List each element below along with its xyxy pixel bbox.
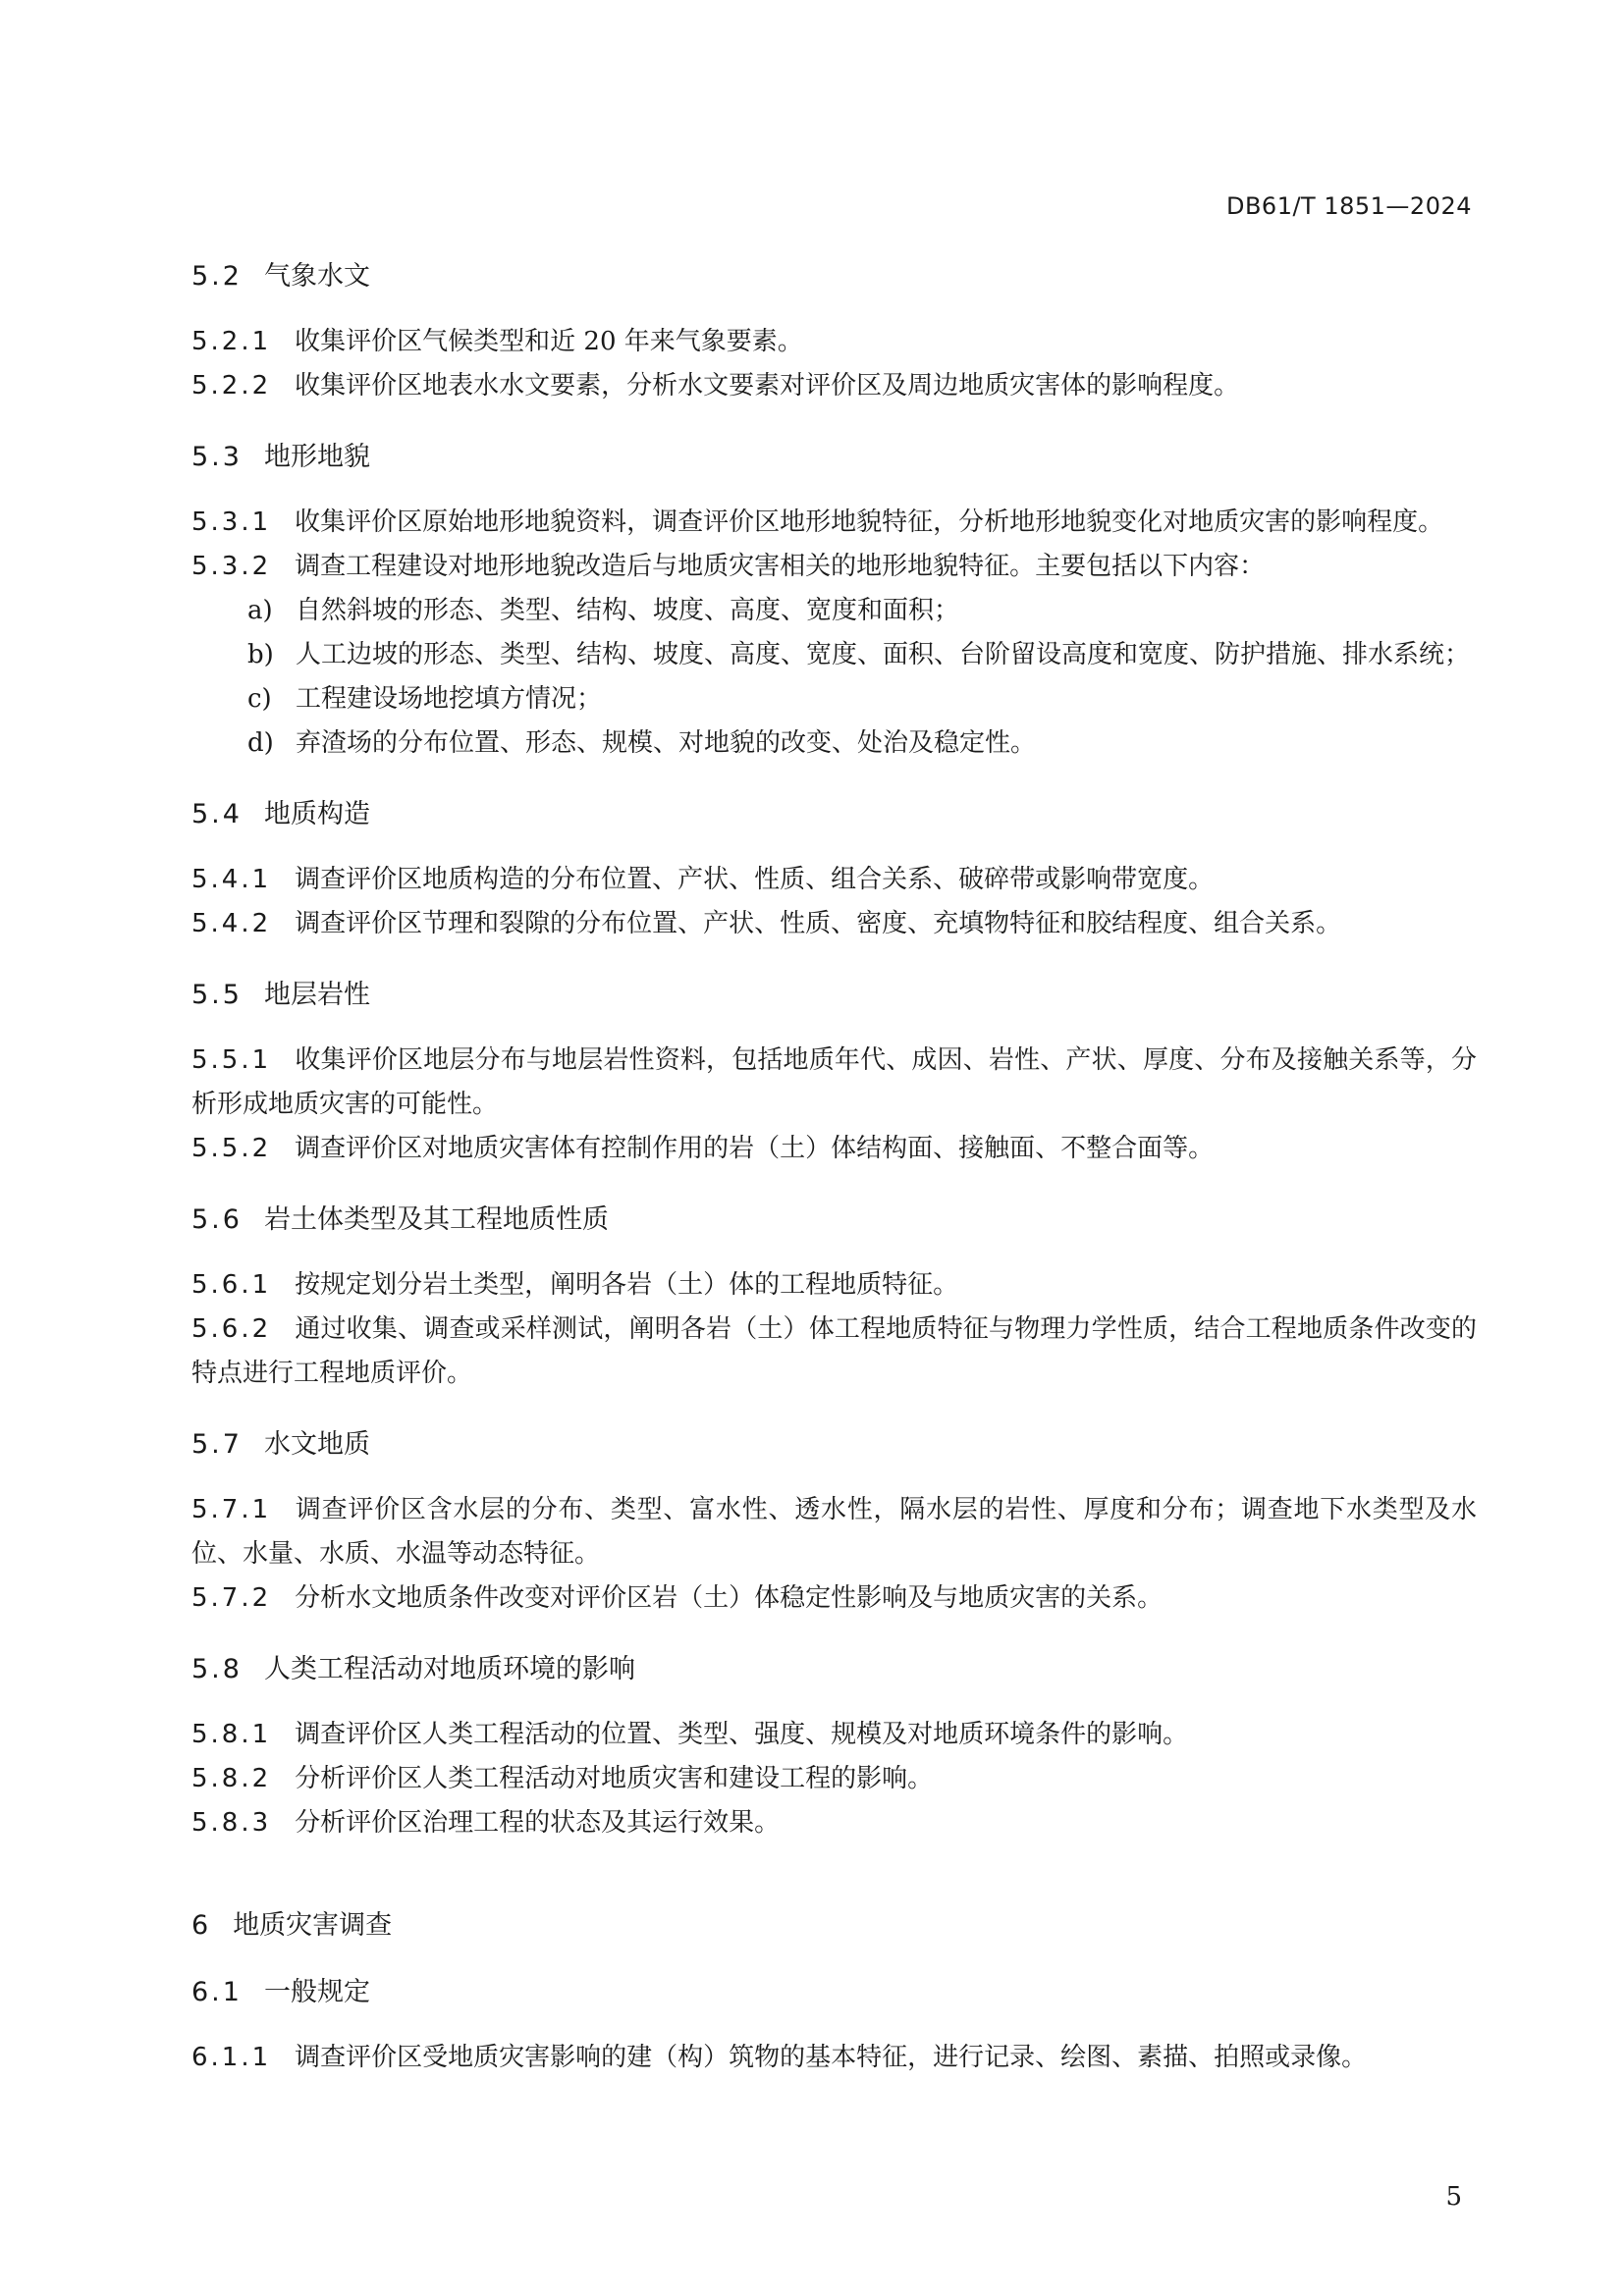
clause-text: 通过收集、调查或采样测试，阐明各岩（土）体工程地质特征与物理力学性质，结合工程地质条件改变的特点进行工程地质评价。 [191,1314,1477,1388]
clause-paragraph [191,858,1477,902]
clause-number: 5.6.2 [191,1314,272,1344]
section-heading [191,1425,1477,1465]
heading-title: 水文地质 [263,1429,370,1460]
clause-number: 5.8.3 [191,1808,272,1838]
page-number: 5 [1445,2182,1462,2212]
clause-text: 收集评价区地层分布与地层岩性资料，包括地质年代、成因、岩性、产状、厚度、分布及接触关系等，分析形成地质灾害的可能性。 [191,1045,1477,1119]
clause-number: 5.8.2 [191,1764,272,1793]
clause-text: 调查评价区受地质灾害影响的建（构）筑物的基本特征，进行记录、绘图、素描、拍照或录像。 [295,2043,1368,2072]
clause-text: 调查评价区节理和裂隙的分布位置、产状、性质、密度、充填物特征和胶结程度、组合关系。 [295,909,1342,938]
clause-number: 5.3.2 [191,552,272,581]
clause-paragraph [191,1039,1477,1127]
heading-number: 6 [191,1910,212,1941]
heading-number: 5.6 [191,1204,243,1235]
list-item-label: c) [247,684,272,714]
heading-title: 地质构造 [263,799,370,829]
clause-text: 调查工程建设对地形地貌改造后与地质灾害相关的地形地貌特征。主要包括以下内容： [295,552,1266,581]
clause-text: 收集评价区原始地形地貌资料，调查评价区地形地貌特征，分析地形地貌变化对地质灾害的影响程度。 [295,507,1444,537]
clause-text: 调查评价区对地质灾害体有控制作用的岩（土）体结构面、接触面、不整合面等。 [295,1134,1215,1163]
list-item-text: 工程建设场地挖填方情况； [296,684,603,714]
clause-text: 调查评价区地质构造的分布位置、产状、性质、组合关系、破碎带或影响带宽度。 [295,865,1215,894]
list-item-label: b) [247,640,274,669]
clause-number: 5.5.2 [191,1134,272,1163]
heading-number: 6.1 [191,1977,243,2007]
list-item-label: a) [247,596,273,625]
clause-number: 5.5.1 [191,1045,272,1075]
heading-number: 5.4 [191,799,243,829]
list-item [209,677,1477,721]
clause-paragraph [191,902,1477,946]
clause-paragraph [191,1263,1477,1308]
section-heading [191,1973,1477,2012]
heading-title: 岩土体类型及其工程地质性质 [263,1204,609,1235]
list-item [209,633,1477,677]
clause-paragraph [191,1308,1477,1396]
document-code: DB61/T 1851—2024 [1225,192,1472,220]
clause-paragraph [191,1127,1477,1171]
clause-text: 按规定划分岩土类型，阐明各岩（土）体的工程地质特征。 [295,1270,959,1300]
clause-paragraph [191,1757,1477,1801]
list-item-text: 人工边坡的形态、类型、结构、坡度、高度、宽度、面积、台阶留设高度和宽度、防护措施、排水系统； [296,640,1471,669]
heading-number: 5.8 [191,1654,243,1684]
clause-number: 6.1.1 [191,2043,272,2072]
clause-paragraph [191,545,1477,589]
document-body [191,257,1477,2080]
section-heading [191,1650,1477,1689]
clause-paragraph [191,320,1477,364]
chapter-heading [191,1906,1477,1946]
clause-text: 收集评价区地表水水文要素，分析水文要素对评价区及周边地质灾害体的影响程度。 [295,371,1240,400]
clause-number: 5.4.2 [191,909,272,938]
clause-number: 5.4.1 [191,865,272,894]
section-heading [191,976,1477,1015]
heading-number: 5.3 [191,442,243,472]
section-heading [191,438,1477,477]
clause-text: 分析水文地质条件改变对评价区岩（土）体稳定性影响及与地质灾害的关系。 [295,1583,1164,1613]
clause-number: 5.7.1 [191,1495,272,1524]
heading-title: 气象水文 [263,261,370,292]
heading-title: 地形地貌 [263,442,370,472]
clause-paragraph [191,364,1477,408]
clause-text: 调查评价区含水层的分布、类型、富水性、透水性，隔水层的岩性、厚度和分布；调查地下水类型及水位、水量、水质、水温等动态特征。 [191,1495,1477,1569]
clause-number: 5.8.1 [191,1720,272,1749]
heading-title: 地层岩性 [263,980,370,1010]
list-item [209,589,1477,633]
clause-text: 分析评价区治理工程的状态及其运行效果。 [295,1808,781,1838]
heading-number: 5.2 [191,261,243,292]
clause-paragraph [191,501,1477,545]
section-heading [191,257,1477,296]
clause-paragraph [191,1488,1477,1576]
heading-number: 5.5 [191,980,243,1010]
list-item-text: 弃渣场的分布位置、形态、规模、对地貌的改变、处治及稳定性。 [296,728,1037,758]
clause-text: 分析评价区人类工程活动对地质灾害和建设工程的影响。 [295,1764,934,1793]
heading-number: 5.7 [191,1429,243,1460]
clause-number: 5.2.1 [191,327,272,356]
clause-text: 收集评价区气候类型和近 20 年来气象要素。 [295,327,803,356]
heading-title: 一般规定 [263,1977,370,2007]
list-item-text: 自然斜坡的形态、类型、结构、坡度、高度、宽度和面积； [296,596,960,625]
clause-paragraph [191,1801,1477,1845]
clause-number: 5.6.1 [191,1270,272,1300]
heading-title: 人类工程活动对地质环境的影响 [263,1654,635,1684]
clause-number: 5.3.1 [191,507,272,537]
heading-title: 地质灾害调查 [233,1910,393,1941]
list-item [209,721,1477,766]
clause-number: 5.2.2 [191,371,272,400]
section-heading [191,1201,1477,1240]
list-item-label: d) [247,728,274,758]
section-heading [191,795,1477,834]
clause-paragraph [191,1576,1477,1621]
clause-text: 调查评价区人类工程活动的位置、类型、强度、规模及对地质环境条件的影响。 [295,1720,1189,1749]
clause-paragraph [191,1713,1477,1757]
clause-number: 5.7.2 [191,1583,272,1613]
clause-paragraph [191,2036,1477,2080]
